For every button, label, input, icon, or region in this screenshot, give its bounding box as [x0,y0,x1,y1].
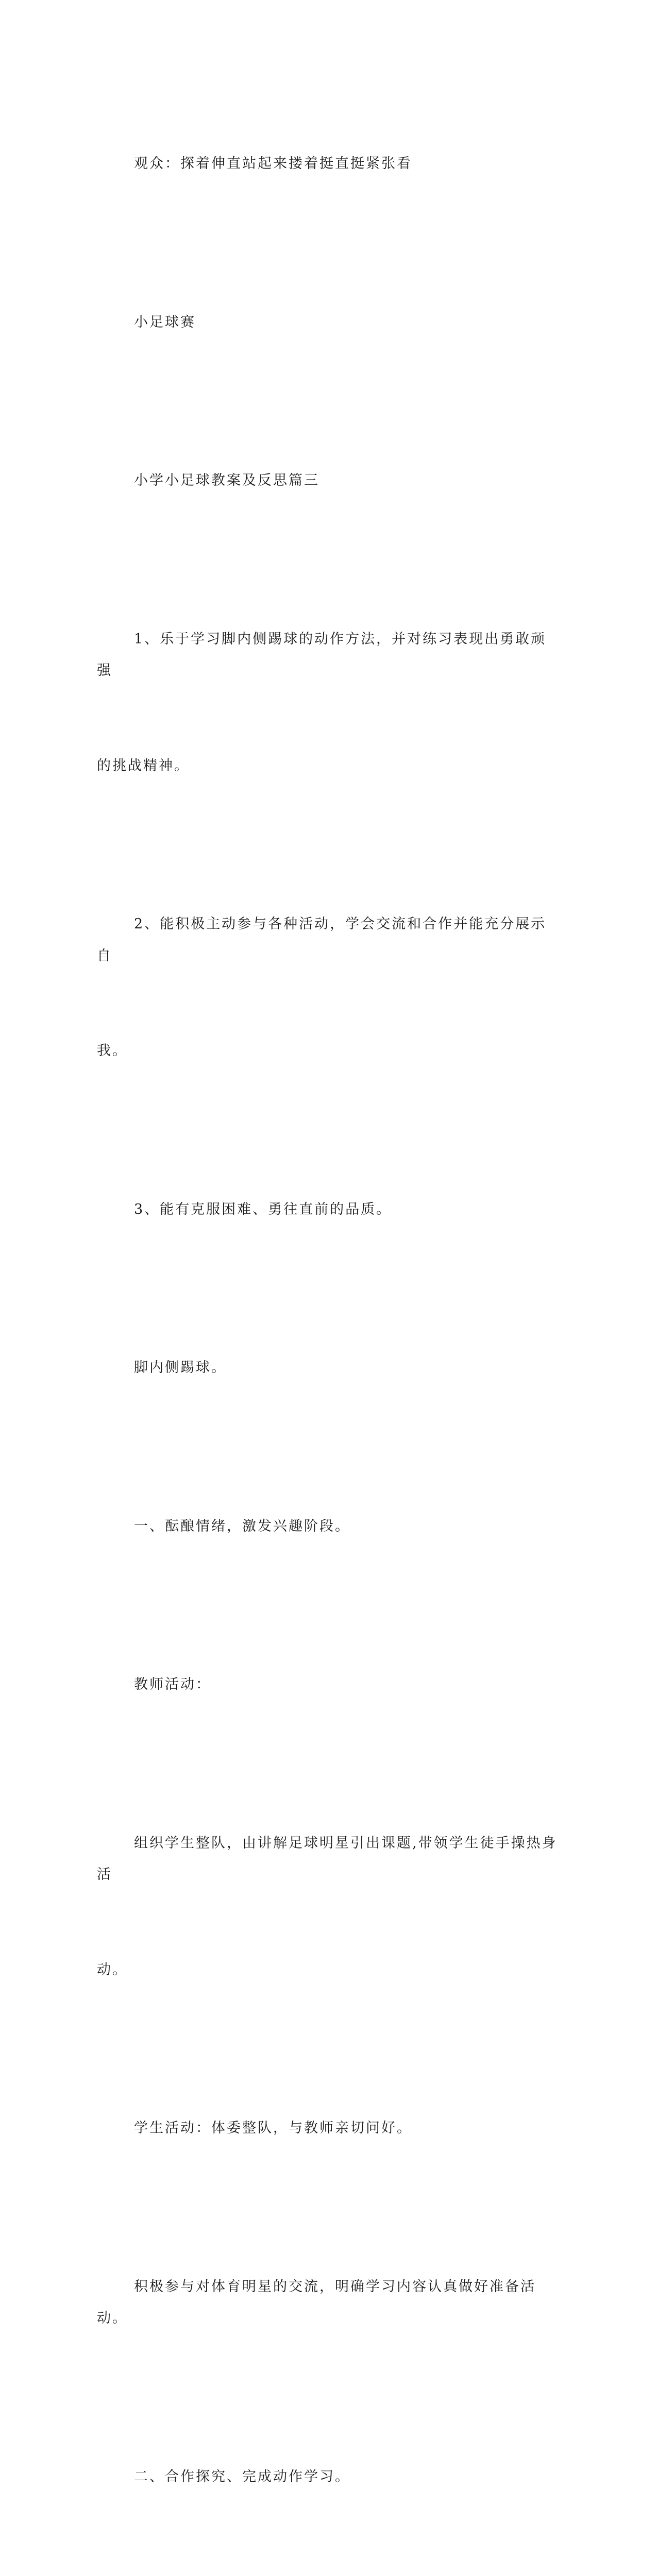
text-line: 脚内侧踢球。 [134,1360,227,1376]
text-line: 学生活动：体委整队，与教师亲切问好。 [134,2120,412,2136]
objective-3 [97,1130,561,1289]
teacher-activity-label [97,1605,561,1764]
text-line: 1、乐于学习脚内侧踢球的动作方法，并对练习表现出勇敢顽强 [97,631,547,679]
objective-1 [97,560,561,845]
text-line: 3、能有克服困难、勇往直前的品质。 [134,1201,392,1217]
section-heading [97,401,561,560]
teacher-activity-label-2 [97,2556,561,2576]
text-line: 组织学生整队，由讲解足球明星引出课题,带领学生徒手操热身活 [97,1835,558,1883]
text-line: 小足球赛 [134,314,196,330]
text-line: 观众：探着伸直站起来搂着挺直挺紧张看 [134,156,412,172]
text-line: 2、能积极主动参与各种活动，学会交流和合作并能充分展示自 [97,916,547,964]
text-line: 一、酝酿情绪，激发兴趣阶段。 [134,1518,350,1534]
text-line: 积极参与对体育明星的交流，明确学习内容认真做好准备活动。 [97,2278,536,2326]
stage-2-heading [97,2398,561,2556]
text-line: 二、合作探究、完成动作学习。 [134,2468,350,2485]
paragraph-audience [97,84,561,243]
text-line: 我。 [97,1043,128,1059]
stage-1-heading [97,1447,561,1606]
objective-2 [97,845,561,1130]
text-line: 小学小足球教案及反思篇三 [134,472,319,488]
text-line: 教师活动： [134,1676,211,1692]
teacher-activity-1 [97,1764,561,2049]
student-activity-1 [97,2049,561,2208]
document-body [97,84,561,2576]
paragraph-title-small-football [97,243,561,402]
text-line: 的挑战精神。 [97,757,190,774]
text-line: 动。 [97,1961,128,1978]
key-point [97,1289,561,1447]
student-activity-2 [97,2208,561,2398]
